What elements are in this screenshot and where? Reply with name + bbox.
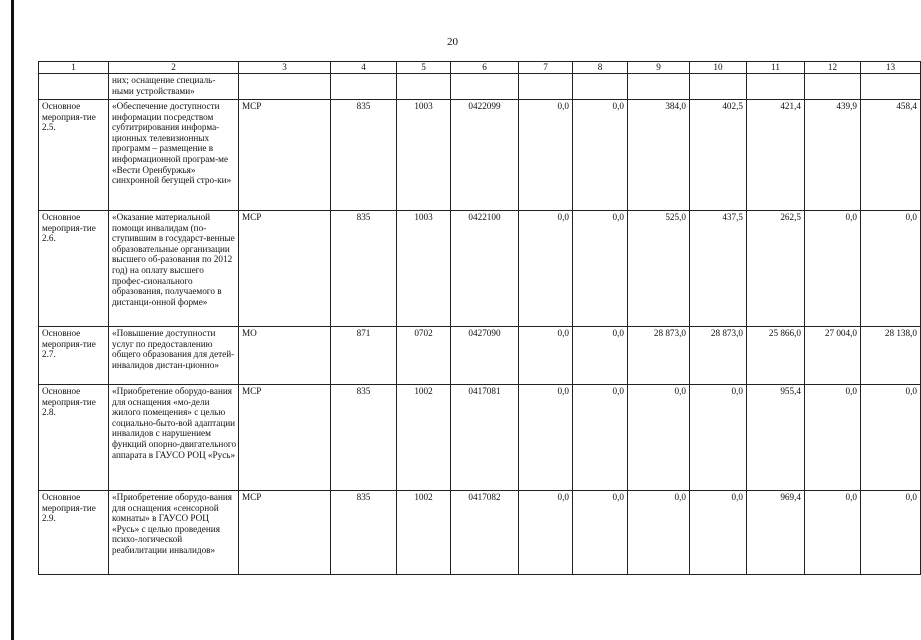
value-cell: 262,5: [747, 211, 805, 327]
value-cell: 0,0: [805, 491, 861, 575]
column-header: 12: [805, 62, 861, 74]
value-cell: 0,0: [805, 385, 861, 491]
grbs-cell: 835: [331, 491, 397, 575]
column-header: 4: [331, 62, 397, 74]
value-cell: 969,4: [747, 491, 805, 575]
value-cell: 0,0: [519, 385, 573, 491]
value-cell: 27 004,0: [805, 327, 861, 385]
activity-description: «Приобретение оборудо-вания для оснащения «сенсорной комнаты» в ГАУСО РОЦ «Русь» с целью проведения психо-логической реабилитации инвалидов»: [109, 491, 239, 575]
section-cell: 1003: [397, 211, 451, 327]
table-row: [39, 385, 921, 491]
agency-cell: МСР: [239, 491, 331, 575]
continuation-row: [39, 74, 921, 100]
column-header: 11: [747, 62, 805, 74]
column-header: 7: [519, 62, 573, 74]
value-cell: 458,4: [861, 100, 921, 211]
activity-label: Основное мероприя-тие 2.8.: [39, 385, 109, 491]
section-cell: 0702: [397, 327, 451, 385]
grbs-cell: 835: [331, 100, 397, 211]
target-article-cell: 0422099: [451, 100, 519, 211]
activity-description: «Повышение доступности услуг по предоставлению общего образования для детей-инвалидов дистан-ционно»: [109, 327, 239, 385]
activity-description: «Обеспечение доступности информации посредством субтитрирования информа-ционных телевизионных программ – размещение в информационной програм-ме «Вести Оренбуржья» синхронной бегущей стро-ки»: [109, 100, 239, 211]
value-cell: 955,4: [747, 385, 805, 491]
agency-cell: МСР: [239, 211, 331, 327]
table-row: [39, 100, 921, 211]
target-article-cell: 0417082: [451, 491, 519, 575]
value-cell: 0,0: [628, 385, 690, 491]
column-header: 1: [39, 62, 109, 74]
grbs-cell: 835: [331, 211, 397, 327]
value-cell: 0,0: [805, 211, 861, 327]
value-cell: 25 866,0: [747, 327, 805, 385]
value-cell: 0,0: [690, 491, 747, 575]
column-header: 10: [690, 62, 747, 74]
agency-cell: МСР: [239, 385, 331, 491]
page-number: 20: [447, 36, 458, 48]
column-header: 5: [397, 62, 451, 74]
table-row: [39, 491, 921, 575]
section-cell: 1002: [397, 385, 451, 491]
value-cell: 421,4: [747, 100, 805, 211]
grbs-cell: 835: [331, 385, 397, 491]
grbs-cell: 871: [331, 327, 397, 385]
value-cell: 384,0: [628, 100, 690, 211]
activity-label: Основное мероприя-тие 2.7.: [39, 327, 109, 385]
value-cell: 0,0: [519, 100, 573, 211]
section-cell: 1003: [397, 100, 451, 211]
value-cell: 28 873,0: [690, 327, 747, 385]
value-cell: 402,5: [690, 100, 747, 211]
activity-description: «Оказание материальной помощи инвалидам (по-ступившим в государст-венные образовательные организации высшего об-разования по 2012 год) на оплату высшего профес-сионального образования, получаемого в дистанци-онной форме»: [109, 211, 239, 327]
column-header: 2: [109, 62, 239, 74]
column-header: 3: [239, 62, 331, 74]
value-cell: 28 138,0: [861, 327, 921, 385]
value-cell: 0,0: [573, 100, 628, 211]
table-row: [39, 211, 921, 327]
value-cell: 437,5: [690, 211, 747, 327]
value-cell: 0,0: [519, 491, 573, 575]
activity-description: «Приобретение оборудо-вания для оснащения «мо-дели жилого помещения» с целью социально-быто-вой адаптации инвалидов с нарушением функций опорно-двигательного аппарата в ГАУСО РОЦ «Русь»: [109, 385, 239, 491]
value-cell: 0,0: [573, 327, 628, 385]
table-row: [39, 327, 921, 385]
value-cell: 439,9: [805, 100, 861, 211]
column-header: 9: [628, 62, 690, 74]
value-cell: 0,0: [573, 491, 628, 575]
value-cell: 525,0: [628, 211, 690, 327]
activity-label: Основное мероприя-тие 2.5.: [39, 100, 109, 211]
value-cell: 0,0: [573, 211, 628, 327]
target-article-cell: 0417081: [451, 385, 519, 491]
value-cell: 0,0: [573, 385, 628, 491]
value-cell: 0,0: [519, 327, 573, 385]
value-cell: 0,0: [519, 211, 573, 327]
value-cell: 0,0: [690, 385, 747, 491]
value-cell: 0,0: [861, 491, 921, 575]
value-cell: 0,0: [861, 385, 921, 491]
agency-cell: МСР: [239, 100, 331, 211]
column-header: 6: [451, 62, 519, 74]
target-article-cell: 0422100: [451, 211, 519, 327]
column-header: 13: [861, 62, 921, 74]
value-cell: 0,0: [861, 211, 921, 327]
program-table: [38, 61, 921, 575]
column-number-row: [39, 62, 921, 74]
activity-label: Основное мероприя-тие 2.9.: [39, 491, 109, 575]
value-cell: 28 873,0: [628, 327, 690, 385]
target-article-cell: 0427090: [451, 327, 519, 385]
binding-edge: [11, 0, 14, 640]
continuation-description: них; оснащение специаль-ными устройствами»: [109, 74, 239, 100]
section-cell: 1002: [397, 491, 451, 575]
column-header: 8: [573, 62, 628, 74]
activity-label: Основное мероприя-тие 2.6.: [39, 211, 109, 327]
agency-cell: МО: [239, 327, 331, 385]
value-cell: 0,0: [628, 491, 690, 575]
